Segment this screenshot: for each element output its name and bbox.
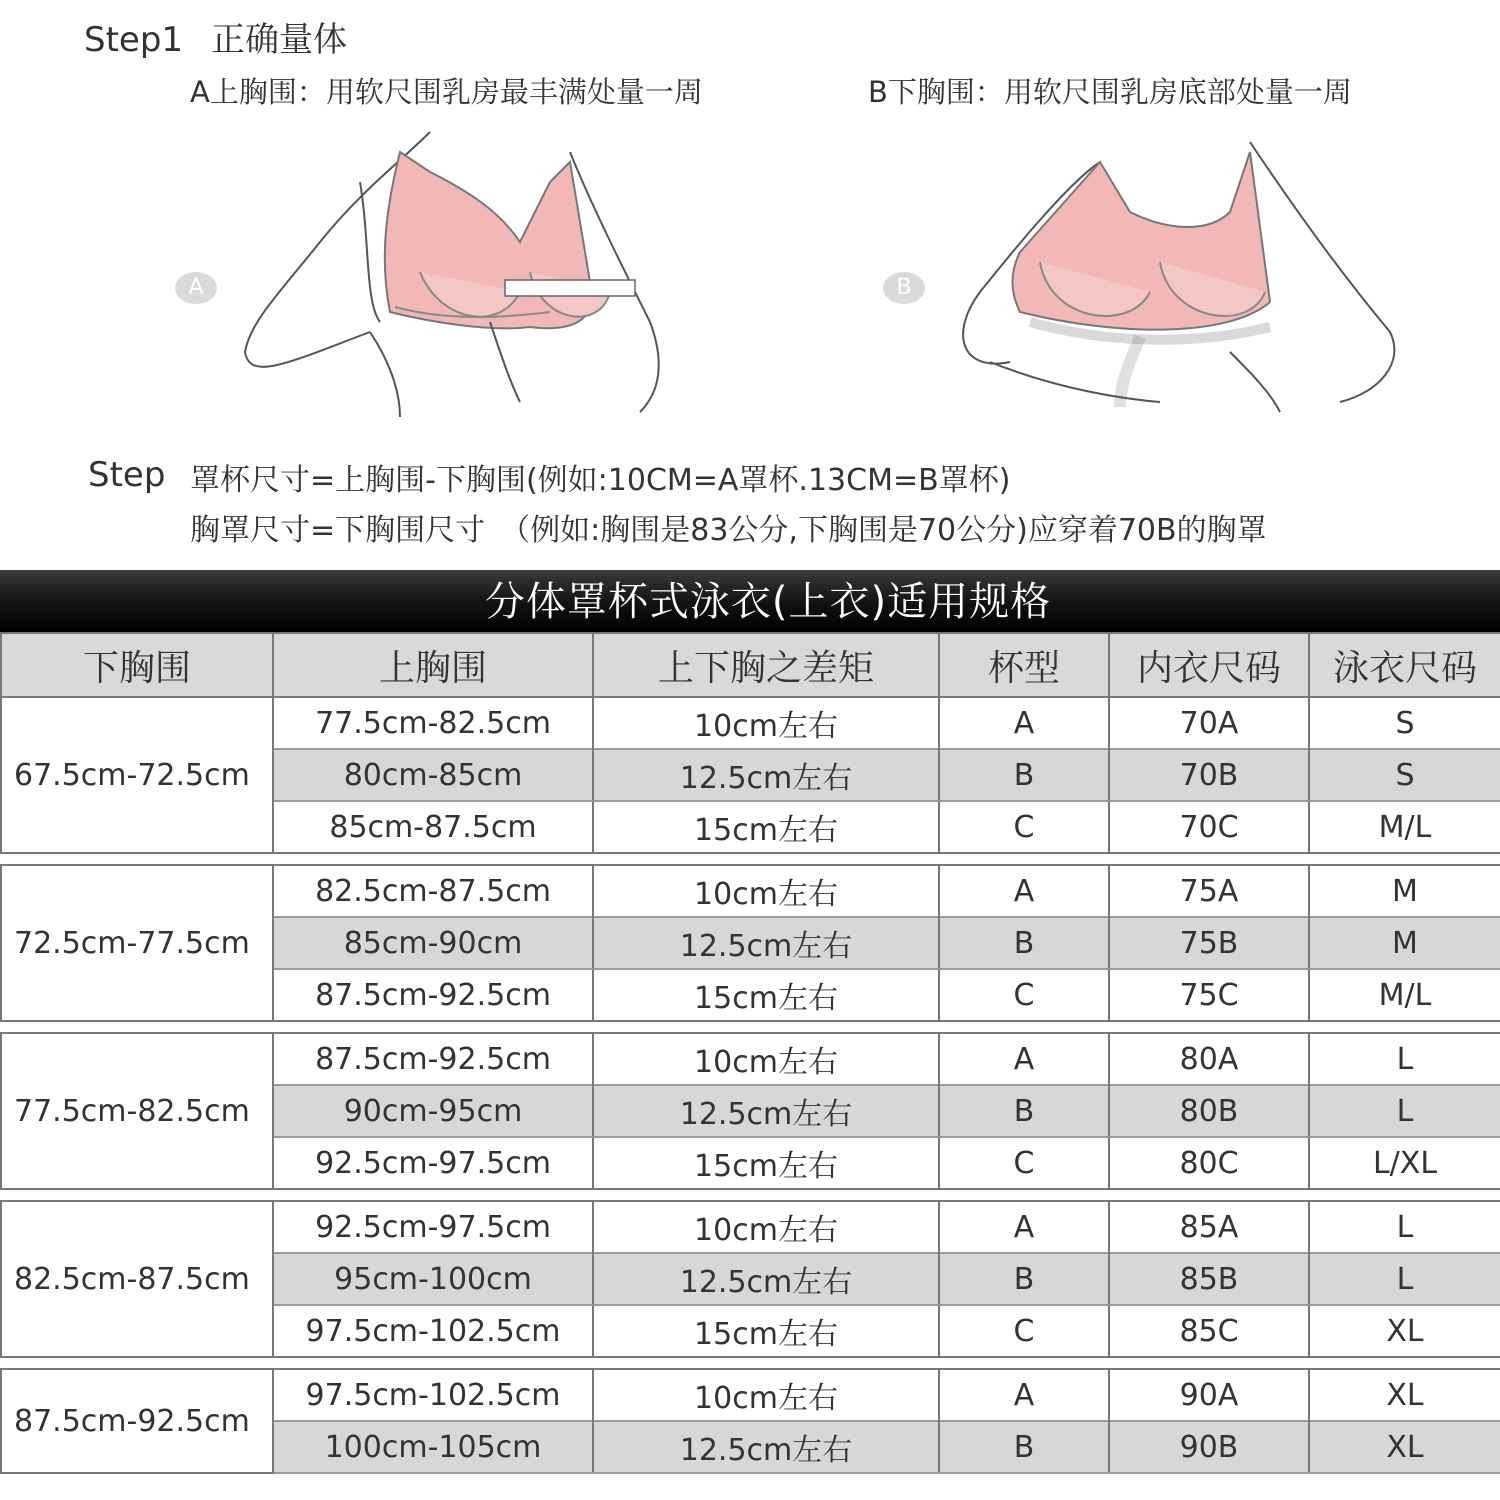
marker-a: A — [175, 272, 217, 304]
caption-under-bust: B下胸围：用软尺围乳房底部处量一周 — [868, 75, 1352, 109]
table-row — [1, 697, 1500, 749]
step1-title: 正确量体 — [211, 20, 348, 60]
upper-bust-cell: 97.5cm-102.5cm — [273, 1369, 593, 1421]
difference-cell: 10cm左右 — [593, 1201, 939, 1253]
swimsuit-size-cell: XL — [1309, 1305, 1500, 1357]
upper-bust-cell: 77.5cm-82.5cm — [273, 697, 593, 749]
bra-size-cell: 75B — [1109, 917, 1309, 969]
cup-size-formula: 罩杯尺寸=上胸围-下胸围(例如:10CM=A罩杯.13CM=B罩杯) — [190, 463, 1011, 498]
size-chart-banner — [0, 570, 1500, 632]
swimsuit-size-cell: S — [1309, 697, 1500, 749]
difference-cell: 15cm左右 — [593, 969, 939, 1021]
cup-type-cell: B — [939, 749, 1109, 801]
upper-bust-cell: 95cm-100cm — [273, 1253, 593, 1305]
bra-size-cell: 90A — [1109, 1369, 1309, 1421]
difference-cell: 10cm左右 — [593, 697, 939, 749]
difference-cell: 15cm左右 — [593, 1137, 939, 1189]
spacer-cell — [1, 1189, 1500, 1201]
bra-size-cell: 70A — [1109, 697, 1309, 749]
cup-type-cell: A — [939, 1201, 1109, 1253]
under-bust-range: 82.5cm-87.5cm — [1, 1201, 273, 1357]
swimsuit-size-cell: L — [1309, 1085, 1500, 1137]
size-table — [0, 632, 1500, 1474]
group-spacer — [1, 853, 1500, 865]
bra-size-cell: 75C — [1109, 969, 1309, 1021]
cup-type-cell: C — [939, 1305, 1109, 1357]
bra-size-cell: 85B — [1109, 1253, 1309, 1305]
table-row — [1, 865, 1500, 917]
swimsuit-size-cell: M/L — [1309, 969, 1500, 1021]
under-bust-range: 72.5cm-77.5cm — [1, 865, 273, 1021]
difference-cell: 10cm左右 — [593, 865, 939, 917]
header-bra-size: 内衣尺码 — [1109, 633, 1309, 697]
cup-type-cell: A — [939, 865, 1109, 917]
cup-type-cell: B — [939, 1421, 1109, 1473]
bra-size-cell: 90B — [1109, 1421, 1309, 1473]
upper-bust-cell: 92.5cm-97.5cm — [273, 1137, 593, 1189]
bra-size-cell: 80B — [1109, 1085, 1309, 1137]
cup-type-cell: C — [939, 1137, 1109, 1189]
cup-type-cell: A — [939, 1369, 1109, 1421]
swimsuit-size-cell: XL — [1309, 1421, 1500, 1473]
step1-heading — [84, 12, 347, 61]
group-spacer — [1, 1357, 1500, 1369]
difference-cell: 15cm左右 — [593, 801, 939, 853]
swimsuit-size-cell: L/XL — [1309, 1137, 1500, 1189]
table-row — [1, 1201, 1500, 1253]
swimsuit-size-cell: S — [1309, 749, 1500, 801]
size-chart-title: 分体罩杯式泳衣(上衣)适用规格 — [484, 579, 1052, 625]
step1-label: Step1 — [84, 20, 184, 60]
swimsuit-size-cell: M — [1309, 865, 1500, 917]
table-header-row — [1, 633, 1500, 697]
size-chart — [0, 632, 1500, 1474]
difference-cell: 12.5cm左右 — [593, 1085, 939, 1137]
swimsuit-size-cell: M — [1309, 917, 1500, 969]
difference-cell: 12.5cm左右 — [593, 1253, 939, 1305]
swimsuit-size-cell: XL — [1309, 1369, 1500, 1421]
spacer-cell — [1, 1021, 1500, 1033]
cup-type-cell: C — [939, 801, 1109, 853]
table-row — [1, 1033, 1500, 1085]
cup-type-cell: C — [939, 969, 1109, 1021]
upper-bust-cell: 97.5cm-102.5cm — [273, 1305, 593, 1357]
upper-bust-cell: 100cm-105cm — [273, 1421, 593, 1473]
marker-b: B — [883, 272, 925, 304]
upper-bust-illustration — [170, 122, 690, 422]
cup-type-cell: A — [939, 1033, 1109, 1085]
swimsuit-size-cell: L — [1309, 1201, 1500, 1253]
bra-size-cell: 80A — [1109, 1033, 1309, 1085]
bra-size-cell: 85C — [1109, 1305, 1309, 1357]
upper-bust-cell: 90cm-95cm — [273, 1085, 593, 1137]
upper-bust-cell: 85cm-90cm — [273, 917, 593, 969]
upper-bust-cell: 87.5cm-92.5cm — [273, 969, 593, 1021]
difference-cell: 12.5cm左右 — [593, 1421, 939, 1473]
bra-size-cell: 70B — [1109, 749, 1309, 801]
swimsuit-size-cell: L — [1309, 1253, 1500, 1305]
header-upper-bust: 上胸围 — [273, 633, 593, 697]
header-swimsuit-size: 泳衣尺码 — [1309, 633, 1500, 697]
upper-bust-cell: 87.5cm-92.5cm — [273, 1033, 593, 1085]
under-bust-range: 87.5cm-92.5cm — [1, 1369, 273, 1473]
cup-type-cell: A — [939, 697, 1109, 749]
spacer-cell — [1, 853, 1500, 865]
upper-bust-cell: 80cm-85cm — [273, 749, 593, 801]
cup-type-cell: B — [939, 1085, 1109, 1137]
difference-cell: 10cm左右 — [593, 1033, 939, 1085]
difference-cell: 15cm左右 — [593, 1305, 939, 1357]
bra-size-cell: 85A — [1109, 1201, 1309, 1253]
cup-type-cell: B — [939, 917, 1109, 969]
upper-bust-cell: 92.5cm-97.5cm — [273, 1201, 593, 1253]
bra-size-cell: 80C — [1109, 1137, 1309, 1189]
difference-cell: 12.5cm左右 — [593, 749, 939, 801]
caption-upper-bust: A上胸围：用软尺围乳房最丰满处量一周 — [190, 75, 703, 109]
swimsuit-size-cell: M/L — [1309, 801, 1500, 853]
cup-type-cell: B — [939, 1253, 1109, 1305]
bra-size-cell: 75A — [1109, 865, 1309, 917]
upper-bust-cell: 82.5cm-87.5cm — [273, 865, 593, 917]
header-cup-type: 杯型 — [939, 633, 1109, 697]
bra-size-formula: 胸罩尺寸=下胸围尺寸 （例如:胸围是83公分,下胸围是70公分)应穿着70B的胸罩 — [190, 513, 1267, 548]
upper-bust-cell: 85cm-87.5cm — [273, 801, 593, 853]
group-spacer — [1, 1021, 1500, 1033]
bra-size-cell: 70C — [1109, 801, 1309, 853]
swimsuit-size-cell: L — [1309, 1033, 1500, 1085]
under-bust-range: 67.5cm-72.5cm — [1, 697, 273, 853]
under-bust-range: 77.5cm-82.5cm — [1, 1033, 273, 1189]
table-row — [1, 1369, 1500, 1421]
difference-cell: 12.5cm左右 — [593, 917, 939, 969]
header-difference: 上下胸之差矩 — [593, 633, 939, 697]
spacer-cell — [1, 1357, 1500, 1369]
difference-cell: 10cm左右 — [593, 1369, 939, 1421]
table-body — [1, 697, 1500, 1473]
step2-label: Step — [88, 455, 166, 495]
under-bust-illustration — [870, 122, 1430, 422]
group-spacer — [1, 1189, 1500, 1201]
header-under-bust: 下胸围 — [1, 633, 273, 697]
